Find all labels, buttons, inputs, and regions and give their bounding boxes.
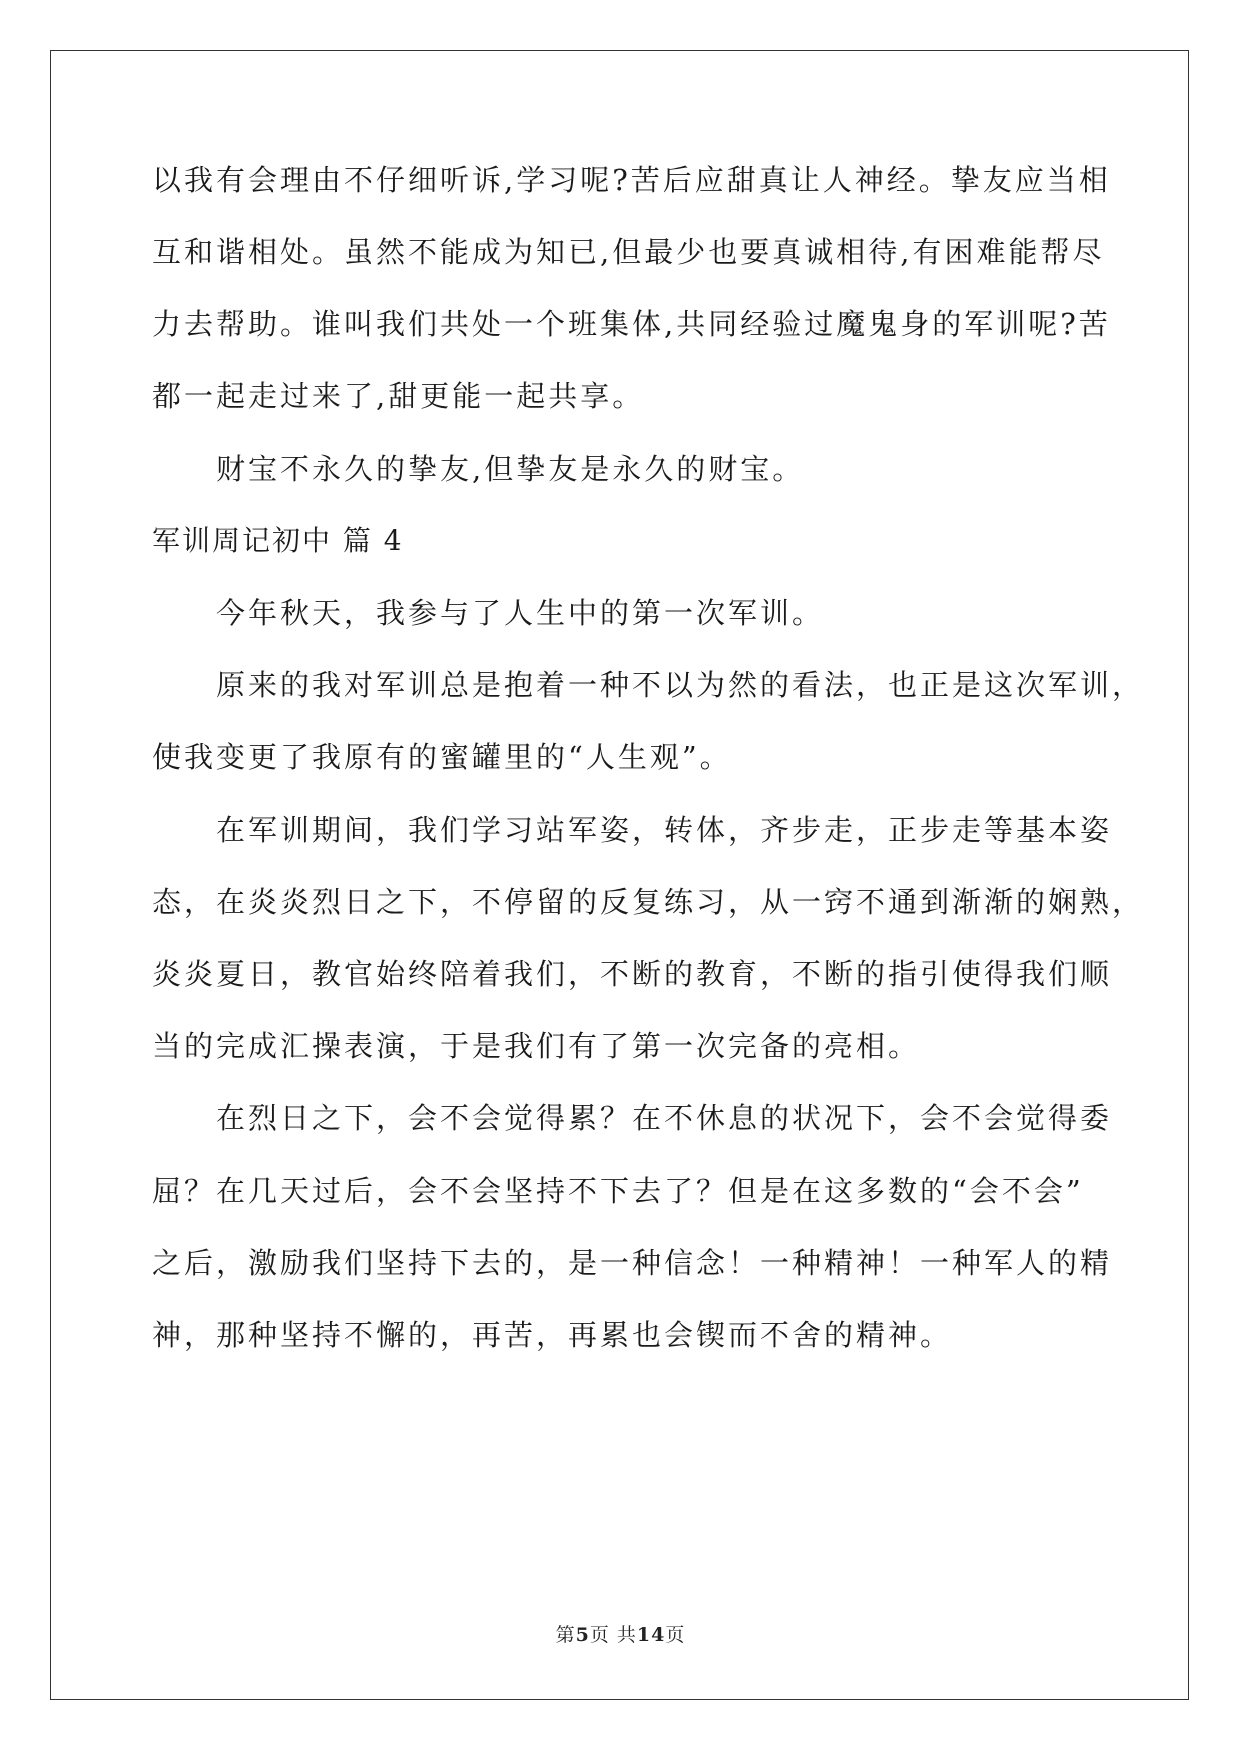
page-footer <box>0 1620 1241 1647</box>
paragraph-line: 神，那种坚持不懈的，再苦，再累也会锲而不舍的精神。 <box>152 1318 953 1352</box>
paragraph-line: 以我有会理由不仔细听诉,学习呢?苦后应甜真让人神经。挚友应当相 <box>152 163 1111 197</box>
page-border <box>50 50 1189 1700</box>
paragraph-line: 力去帮助。谁叫我们共处一个班集体,共同经验过魔鬼身的军训呢?苦 <box>152 307 1111 341</box>
paragraph-line: 使我变更了我原有的蜜罐里的“人生观”。 <box>152 740 732 774</box>
paragraph-line: 态，在炎炎烈日之下，不停留的反复练习，从一窍不通到渐渐的娴熟， <box>152 885 1145 919</box>
paragraph-line: 都一起走过来了,甜更能一起共享。 <box>152 379 645 413</box>
total-page-number: 14 <box>636 1624 666 1646</box>
paragraph-line: 在军训期间，我们学习站军姿，转体，齐步走，正步走等基本姿 <box>216 813 1113 847</box>
footer-suffix: 页 <box>665 1624 686 1646</box>
paragraph-line: 原来的我对军训总是抱着一种不以为然的看法，也正是这次军训， <box>216 668 1145 702</box>
paragraph-line: 互和谐相处。虽然不能成为知已,但最少也要真诚相待,有困难能帮尽 <box>152 235 1105 269</box>
paragraph-line: 之后，激励我们坚持下去的，是一种信念！一种精神！一种军人的精 <box>152 1246 1113 1280</box>
paragraph-line: 屈？在几天过后，会不会坚持不下去了？但是在这多数的“会不会” <box>152 1174 1084 1208</box>
paragraph-line: 今年秋天，我参与了人生中的第一次军训。 <box>216 596 825 630</box>
paragraph-line: 炎炎夏日，教官始终陪着我们，不断的教育，不断的指引使得我们顺 <box>152 957 1113 991</box>
current-page-number: 5 <box>575 1624 590 1646</box>
section-heading: 军训周记初中 篇 4 <box>152 524 404 557</box>
paragraph-line: 在烈日之下，会不会觉得累？在不休息的状况下，会不会觉得委 <box>216 1101 1113 1135</box>
footer-prefix: 第 <box>555 1624 576 1646</box>
paragraph-line: 财宝不永久的挚友,但挚友是永久的财宝。 <box>216 452 805 486</box>
paragraph-line: 当的完成汇操表演，于是我们有了第一次完备的亮相。 <box>152 1029 921 1063</box>
footer-middle: 页 共 <box>589 1624 637 1646</box>
